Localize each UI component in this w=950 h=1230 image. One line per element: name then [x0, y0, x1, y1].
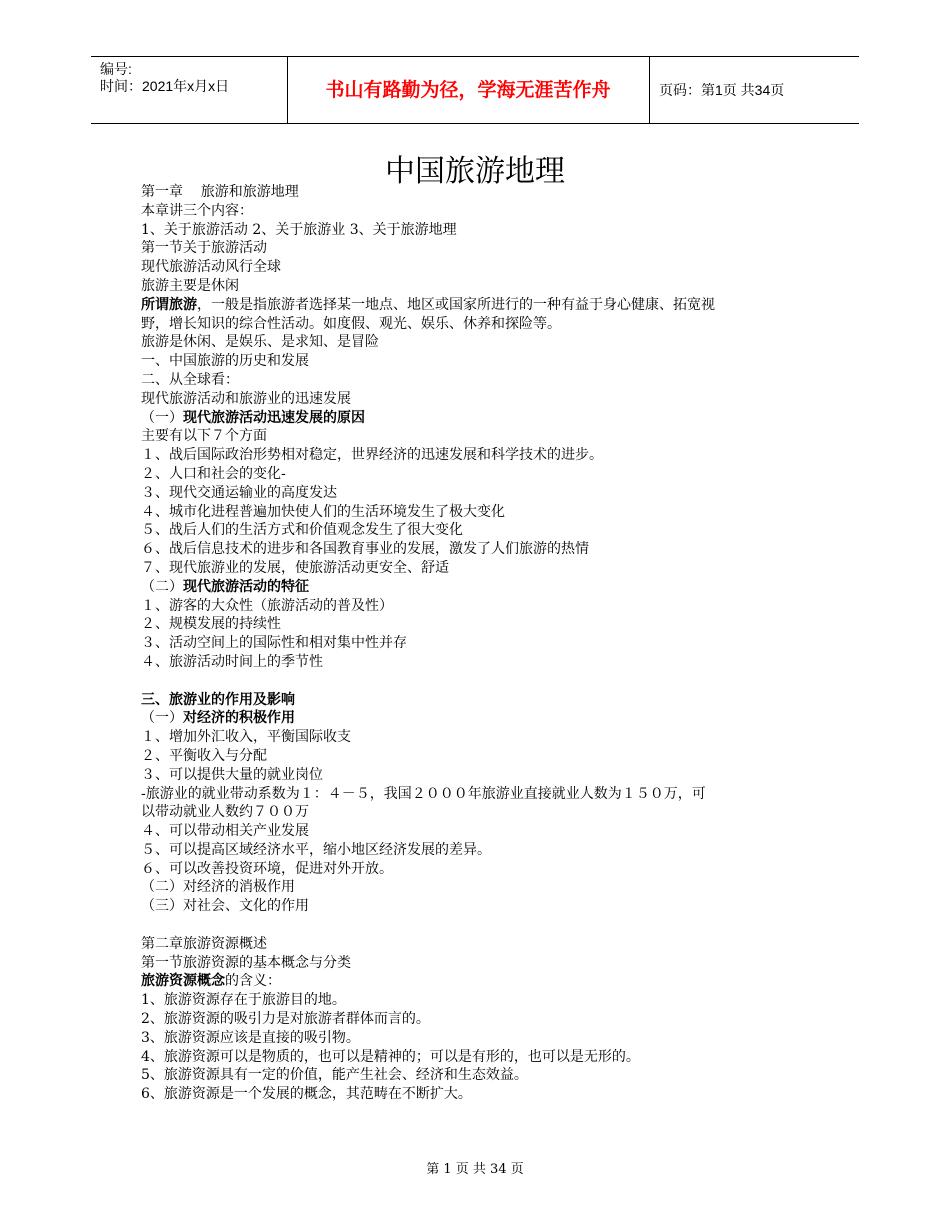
- line-text: 的含义：: [225, 973, 281, 990]
- line-text: 4、旅游资源可以是物质的，也可以是精神的；可以是有形的，也可以是无形的。: [141, 1048, 640, 1065]
- line-text: ４、可以带动相关产业发展: [141, 823, 309, 840]
- document-body: [141, 183, 821, 1104]
- line-text: ７、现代旅游业的发展，使旅游活动更安全、舒适: [141, 559, 449, 576]
- header-divider: [649, 57, 650, 123]
- page-footer: 第 1 页 共 34 页: [426, 1162, 524, 1177]
- line-text: 旅游是休闲、是娱乐、是求知、是冒险: [141, 334, 379, 351]
- text-line: [141, 954, 821, 973]
- text-line: [141, 1085, 821, 1104]
- line-text: 1、旅游资源存在于旅游目的地。: [141, 992, 346, 1009]
- text-line: [141, 446, 821, 465]
- text-line: [141, 991, 821, 1010]
- header-meta: [100, 61, 229, 95]
- line-text: ５、可以提高区域经济水平，缩小地区经济发展的差异。: [141, 841, 491, 858]
- text-line: [141, 709, 821, 728]
- line-prefix: （二）: [141, 578, 183, 595]
- text-line: [141, 427, 821, 446]
- line-text: ，一般是指旅游者选择某一地点、地区或国家所进行的一种有益于身心健康、拓宽视: [197, 296, 715, 313]
- document-number-label: 编号:: [100, 61, 132, 77]
- text-line: [141, 333, 821, 352]
- line-text: （三）对社会、文化的作用: [141, 898, 309, 915]
- line-text: ４、城市化进程普遍加快使人们的生活环境发生了极大变化: [141, 503, 505, 520]
- text-line: [141, 578, 821, 597]
- text-line: [141, 916, 821, 935]
- text-line: [141, 540, 821, 559]
- text-line: [141, 935, 821, 954]
- bold-term: 旅游资源概念: [141, 973, 225, 990]
- text-line: [141, 371, 821, 390]
- text-line: [141, 239, 821, 258]
- text-line: [141, 615, 821, 634]
- text-line: [141, 691, 821, 710]
- line-text: 第一节关于旅游活动: [141, 240, 267, 257]
- text-line: [141, 484, 821, 503]
- document-title: 中国旅游地理: [385, 154, 565, 189]
- text-line: [141, 972, 821, 991]
- text-line: [141, 390, 821, 409]
- text-line: [141, 258, 821, 277]
- text-line: [141, 409, 821, 428]
- bold-term: 三、旅游业的作用及影响: [141, 691, 295, 708]
- line-text: 主要有以下７个方面: [141, 428, 267, 445]
- line-text: 2、旅游资源的吸引力是对旅游者群体而言的。: [141, 1011, 430, 1028]
- text-line: [141, 822, 821, 841]
- text-line: [141, 634, 821, 653]
- text-line: [141, 352, 821, 371]
- bold-term: 对经济的积极作用: [183, 710, 295, 727]
- text-line: [141, 860, 821, 879]
- line-text: ２、平衡收入与分配: [141, 747, 267, 764]
- text-line: [141, 785, 821, 804]
- line-text: ３、可以提供大量的就业岗位: [141, 766, 323, 783]
- line-text: 二、从全球看：: [141, 371, 239, 388]
- text-line: [141, 803, 821, 822]
- line-prefix: （一）: [141, 710, 183, 727]
- text-line: [141, 202, 821, 221]
- text-line: [141, 728, 821, 747]
- line-text: （二）对经济的消极作用: [141, 879, 295, 896]
- line-text: 一、中国旅游的历史和发展: [141, 353, 309, 370]
- line-text: ６、可以改善投资环境，促进对外开放。: [141, 860, 393, 877]
- line-text: 1、关于旅游活动 2、关于旅游业 3、关于旅游地理: [141, 221, 457, 238]
- text-line: [141, 597, 821, 616]
- bold-term: 所谓旅游: [141, 296, 197, 313]
- text-line: [141, 1029, 821, 1048]
- line-prefix: （一）: [141, 409, 183, 426]
- line-text: ３、现代交通运输业的高度发达: [141, 484, 337, 501]
- line-text: １、战后国际政治形势相对稳定，世界经济的迅速发展和科学技术的进步。: [141, 447, 603, 464]
- bold-term: 现代旅游活动的特征: [183, 578, 309, 595]
- line-text: ２、人口和社会的变化-: [141, 465, 286, 482]
- line-text: ２、规模发展的持续性: [141, 616, 281, 633]
- line-text: ６、战后信息技术的进步和各国教育事业的发展，激发了人们旅游的热情: [141, 541, 589, 558]
- line-text: -旅游业的就业带动系数为１：４－５，我国２０００年旅游业直接就业人数为１５０万，可: [141, 785, 706, 802]
- line-text: ３、活动空间上的国际性和相对集中性并存: [141, 635, 407, 652]
- line-text: 3、旅游资源应该是直接的吸引物。: [141, 1029, 360, 1046]
- document-header: [91, 56, 859, 124]
- line-text: 以带动就业人数约７００万: [141, 804, 309, 821]
- line-text: 野，增长知识的综合性活动。如度假、观光、娱乐、休养和探险等。: [141, 315, 561, 332]
- text-line: [141, 465, 821, 484]
- line-text: 本章讲三个内容：: [141, 202, 253, 219]
- line-text: ４、旅游活动时间上的季节性: [141, 653, 323, 670]
- text-line: [141, 766, 821, 785]
- line-text: １、增加外汇收入，平衡国际收支: [141, 729, 351, 746]
- text-line: [141, 183, 821, 202]
- line-text: ５、战后人们的生活方式和价值观念发生了很大变化: [141, 522, 463, 539]
- document-time-label: 时间：2021年x月x日: [100, 78, 230, 94]
- line-text: １、游客的大众性（旅游活动的普及性）: [141, 597, 393, 614]
- text-line: [141, 1066, 821, 1085]
- text-line: [141, 221, 821, 240]
- text-line: [141, 878, 821, 897]
- text-line: [141, 315, 821, 334]
- text-line: [141, 747, 821, 766]
- line-text: 第一章 旅游和旅游地理: [141, 184, 299, 200]
- text-line: [141, 1048, 821, 1067]
- line-text: 旅游主要是休闲: [141, 277, 239, 294]
- header-motto: 书山有路勤为径，学海无涯苦作舟: [325, 79, 611, 101]
- text-line: [141, 559, 821, 578]
- text-line: [141, 1010, 821, 1029]
- line-text: 第一节旅游资源的基本概念与分类: [141, 954, 351, 971]
- text-line: [141, 521, 821, 540]
- line-text: 第二章旅游资源概述: [141, 935, 267, 952]
- header-page-info: 页码：第1页 共34页: [659, 82, 785, 98]
- text-line: [141, 277, 821, 296]
- bold-term: 现代旅游活动迅速发展的原因: [183, 409, 365, 426]
- text-line: [141, 897, 821, 916]
- line-text: 5、旅游资源具有一定的价值，能产生社会、经济和生态效益。: [141, 1067, 528, 1084]
- text-line: [141, 296, 821, 315]
- text-line: [141, 841, 821, 860]
- text-line: [141, 672, 821, 691]
- text-line: [141, 653, 821, 672]
- line-text: 6、旅游资源是一个发展的概念，其范畴在不断扩大。: [141, 1086, 472, 1103]
- line-text: 现代旅游活动风行全球: [141, 259, 281, 276]
- text-line: [141, 503, 821, 522]
- line-text: 现代旅游活动和旅游业的迅速发展: [141, 390, 351, 407]
